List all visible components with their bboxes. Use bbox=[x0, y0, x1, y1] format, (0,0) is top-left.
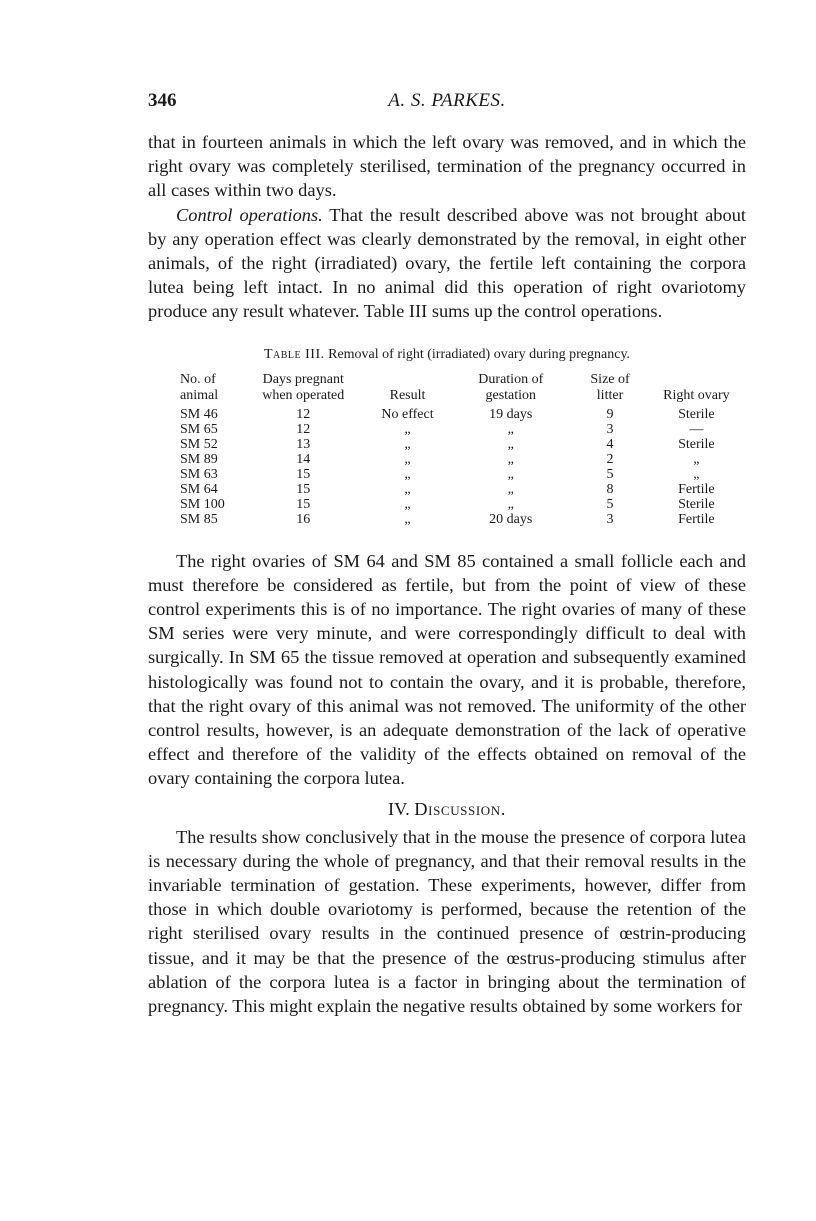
table-cell: „ bbox=[404, 496, 411, 512]
table-cell: „ bbox=[507, 481, 514, 497]
table-cell: 16 bbox=[296, 511, 311, 527]
table-cell: „ bbox=[507, 436, 514, 452]
page-number: 346 bbox=[148, 90, 177, 111]
page-header bbox=[148, 90, 746, 120]
table-cell: SM 64 bbox=[180, 481, 218, 497]
table-cell: 5 bbox=[606, 466, 614, 482]
table-cell: „ bbox=[693, 451, 700, 467]
table-row bbox=[180, 422, 746, 437]
header-cell-result: Result bbox=[389, 387, 426, 403]
table-cell: „ bbox=[404, 451, 411, 467]
table-cell: 15 bbox=[296, 481, 311, 497]
table-row bbox=[180, 482, 746, 497]
table-caption-label: Table III. bbox=[263, 346, 325, 362]
header-cell-duration: Duration of gestation bbox=[478, 371, 544, 403]
table-cell: „ bbox=[693, 466, 700, 482]
table-cell: Sterile bbox=[678, 406, 715, 422]
results-table bbox=[180, 372, 746, 527]
table-cell: „ bbox=[404, 421, 411, 437]
table-cell: SM 65 bbox=[180, 421, 218, 437]
table-cell: 20 days bbox=[489, 511, 533, 527]
table-caption bbox=[148, 346, 746, 364]
table-cell: 2 bbox=[606, 451, 614, 467]
table-cell: SM 100 bbox=[180, 496, 225, 512]
paragraph-continuation: that in fourteen animals in which the left ovary was removed, and in which the right ovary was completely sterilised, termination of the pregnancy occurred in all cases within two days. bbox=[148, 132, 746, 201]
table-cell: Fertile bbox=[678, 481, 715, 497]
paragraph-lead-italic: Control operations. bbox=[176, 204, 323, 225]
table-cell: 19 days bbox=[489, 406, 533, 422]
table-cell: No effect bbox=[381, 406, 434, 422]
table-cell: „ bbox=[507, 451, 514, 467]
table-row bbox=[180, 497, 746, 512]
paragraph-control-operations bbox=[148, 203, 746, 324]
table-cell: 8 bbox=[606, 481, 614, 497]
section-title: Discussion. bbox=[414, 798, 506, 819]
paragraph-body: That the result described above was not brought about by any operation effect was clearly demonstrated by the removal, in eight other animals, of the right (irradiated) ovary, the fertile left containing the corpora lutea being left intact. In no animal did this operation of right ovariotomy produce any result whatever. Table III sums up the control operations. bbox=[148, 204, 746, 322]
paragraph-discussion: The results show conclusively that in the mouse the presence of corpora lutea is necessary during the whole of pregnancy, and that their removal results in the invariable termination of gestation. These experiments, however, differ from those in which double ovariotomy is performed, because the retention of the right sterilised ovary results in the continued presence of œstrin-producing tissue, and it may be that the presence of the œstrus-producing stimulus after ablation of the corpora lutea is a factor in bringing about the termination of pregnancy. This might explain the negative results obtained by some workers for bbox=[148, 826, 746, 1017]
table-row bbox=[180, 452, 746, 467]
header-cell-litter-size: Size of litter bbox=[590, 371, 630, 403]
table-cell: 14 bbox=[296, 451, 311, 467]
table-cell: 4 bbox=[606, 436, 614, 452]
table-cell: — bbox=[689, 421, 704, 437]
table-cell: SM 89 bbox=[180, 451, 218, 467]
table-cell: „ bbox=[507, 496, 514, 512]
table-row bbox=[180, 512, 746, 527]
section-number: IV. bbox=[388, 798, 410, 819]
table-row bbox=[180, 407, 746, 422]
table-cell: SM 46 bbox=[180, 406, 218, 422]
header-cell-right-ovary: Right ovary bbox=[663, 387, 730, 403]
table-cell: „ bbox=[404, 466, 411, 482]
table-cell: „ bbox=[507, 421, 514, 437]
table-row bbox=[180, 467, 746, 482]
running-head: A. S. PARKES. bbox=[388, 90, 506, 111]
table-cell: Sterile bbox=[678, 496, 715, 512]
table-cell: 5 bbox=[606, 496, 614, 512]
header-cell-animal: No. of animal bbox=[180, 371, 219, 403]
table-cell: 3 bbox=[606, 421, 614, 437]
table-cell: „ bbox=[507, 466, 514, 482]
table-header-row bbox=[180, 372, 746, 407]
table-cell: 9 bbox=[606, 406, 614, 422]
paragraph-follicle-note: The right ovaries of SM 64 and SM 85 contained a small follicle each and must therefore be considered as fertile, but from the point of view of these control experiments this is of no importance. The right ovaries of many of these SM series were very minute, and were correspondingly difficult to deal with surgically. In SM 65 the tissue removed at operation and subsequently examined histologically was found not to contain the ovary, and it is probable, therefore, that the right ovary of this animal was not removed. The uniformity of the other control results, however, is an adequate demonstration of the lack of operative effect and therefore of the validity of the effects obtained on removal of the ovary containing the corpora lutea. bbox=[148, 550, 746, 789]
table-cell: „ bbox=[404, 511, 411, 527]
table-cell: Sterile bbox=[678, 436, 715, 452]
table-cell: 13 bbox=[296, 436, 311, 452]
table-cell: Fertile bbox=[678, 511, 715, 527]
table-cell: „ bbox=[404, 481, 411, 497]
table-row bbox=[180, 437, 746, 452]
table-cell: SM 63 bbox=[180, 466, 218, 482]
table-cell: SM 52 bbox=[180, 436, 218, 452]
section-heading bbox=[148, 797, 746, 821]
table-cell: „ bbox=[404, 436, 411, 452]
table-cell: 12 bbox=[296, 421, 311, 437]
table-caption-text: Removal of right (irradiated) ovary during pregnancy. bbox=[324, 346, 631, 362]
header-cell-days-pregnant: Days pregnant when operated bbox=[262, 371, 345, 403]
table-cell: SM 85 bbox=[180, 511, 218, 527]
table-cell: 15 bbox=[296, 466, 311, 482]
page bbox=[148, 90, 746, 1018]
table-cell: 12 bbox=[296, 406, 311, 422]
table-cell: 15 bbox=[296, 496, 311, 512]
table-cell: 3 bbox=[606, 511, 614, 527]
